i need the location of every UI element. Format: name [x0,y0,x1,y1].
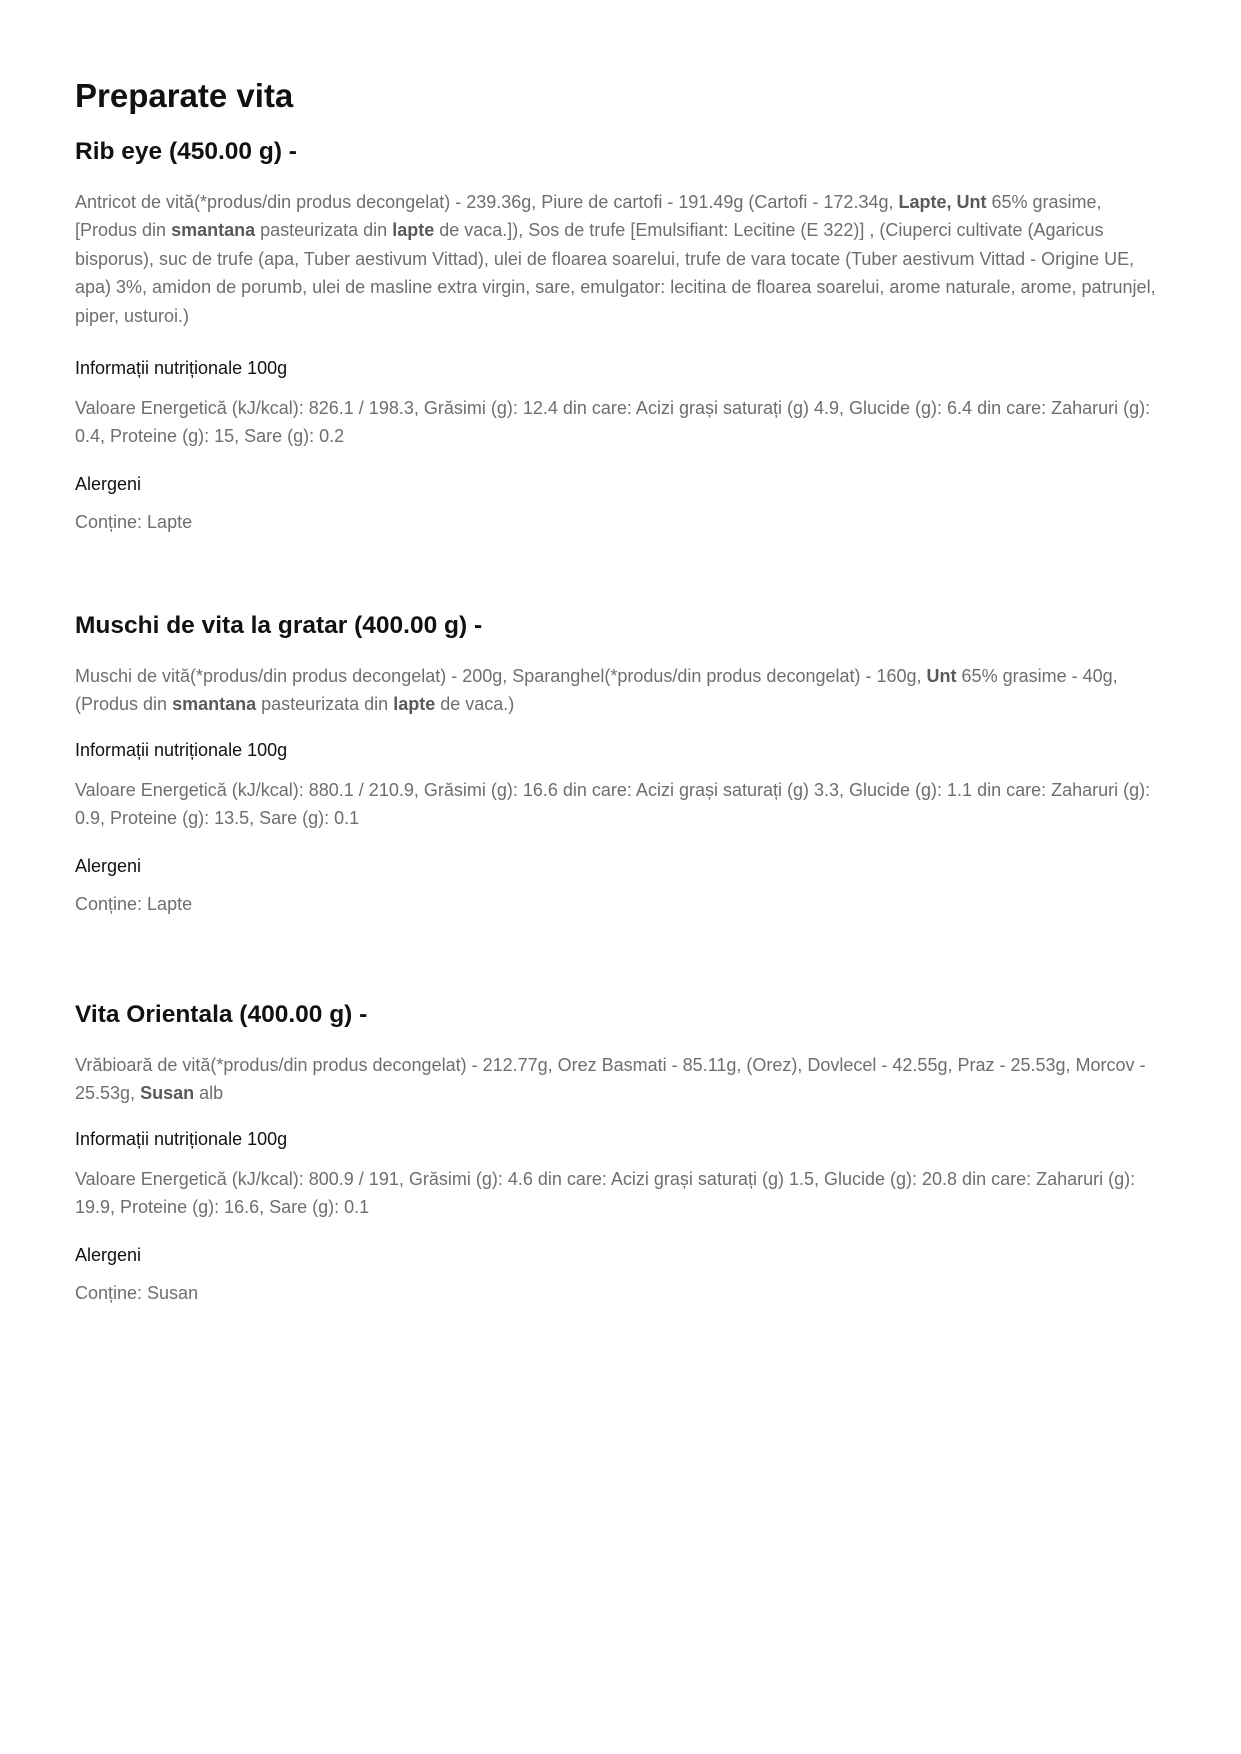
ingredient-run: Muschi de vită(*produs/din produs decongelat) - 200g, Sparanghel(*produs/din produs decongelat) - 160g, [75,666,927,686]
ingredient-run: alb [194,1083,224,1104]
ingredients-text [75,662,1165,719]
nutrition-heading: Informații nutriționale 100g [75,358,288,378]
allergen-highlight: Susan [140,1083,195,1104]
allergen-highlight: Unt [926,666,957,686]
allergen-highlight: smantana [172,694,257,715]
product-rib-eye [75,132,1165,532]
ingredient-run: 65% grasime, [Produs din [75,192,1102,241]
allergens-text: Conține: Lapte [75,512,193,532]
nutrition-values: Valoare Energetică (kJ/kcal): 800.9 / 191, Grăsimi (g): 4.6 din care: Acizi grași saturați (g) 1.5, Glucide (g): 20.8 din care: Zaharuri (g): 19.9, Proteine (g): 16.6, Sare (g): 0.1 [75,1169,1136,1218]
ingredient-run: Antricot de vită(*produs/din produs decongelat) - 239.36g, Piure de cartofi - 191.49g (Cartofi - 172.34g, [75,192,899,212]
allergen-highlight: smantana [171,220,256,241]
ingredients-text [75,1051,1165,1108]
ingredient-run: Vrăbioară de vită(*produs/din produs decongelat) - 212.77g, Orez Basmati - 85.11g, (Orez), Dovlecel - 42.55g, Praz - 25.53g, Morcov - 25.53g, [75,1055,1146,1104]
allergens-heading: Alergeni [75,474,142,494]
nutrition-heading: Informații nutriționale 100g [75,1129,288,1149]
ingredient-run: pasteurizata din [255,220,393,241]
ingredient-run: de vaca.]), Sos de trufe [Emulsifiant: Lecitine (E 322)] , (Ciuperci cultivate (Agaricus bisporus), suc de trufe (apa, Tuber aestivum Vittad), ulei de floarea soarelui, trufe de vara tocate (Tuber aestivum Vittad - Origine UE, apa) 3%, amidon de porumb, ulei de masline extra virgin, sare, emulgator: lecitina de floarea soarelui, arome naturale, arome, patrunjel, piper, usturoi.) [75,220,1156,326]
allergens-text: Conține: Susan [75,1283,199,1303]
nutrition-values: Valoare Energetică (kJ/kcal): 826.1 / 198.3, Grăsimi (g): 12.4 din care: Acizi grași saturați (g) 4.9, Glucide (g): 6.4 din care: Zaharuri (g): 0.4, Proteine (g): 15, Sare (g): 0.2 [75,398,1151,447]
menu-page [75,72,1165,1303]
nutrition-heading: Informații nutriționale 100g [75,740,288,760]
allergen-highlight: lapte [392,220,435,241]
product-title: Muschi de vita la gratar (400.00 g) - [75,612,483,639]
allergens-text: Conține: Lapte [75,894,193,914]
product-vita-orientala [75,995,1165,1303]
product-muschi-de-vita [75,606,1165,914]
page-title: Preparate vita [75,77,294,114]
ingredient-run: pasteurizata din [256,694,394,715]
ingredient-run: 65% grasime - 40g, (Produs din [75,666,1118,715]
product-title: Rib eye (450.00 g) - [75,138,297,165]
allergens-heading: Alergeni [75,1245,142,1265]
allergen-highlight: lapte [393,694,436,715]
ingredient-run: de vaca.) [435,694,515,715]
nutrition-values: Valoare Energetică (kJ/kcal): 880.1 / 210.9, Grăsimi (g): 16.6 din care: Acizi grași saturați (g) 3.3, Glucide (g): 1.1 din care: Zaharuri (g): 0.9, Proteine (g): 13.5, Sare (g): 0.1 [75,780,1151,829]
allergens-heading: Alergeni [75,856,142,876]
allergen-highlight: Lapte, Unt [898,192,987,212]
ingredients-text [75,188,1165,330]
product-title: Vita Orientala (400.00 g) - [75,1001,368,1028]
